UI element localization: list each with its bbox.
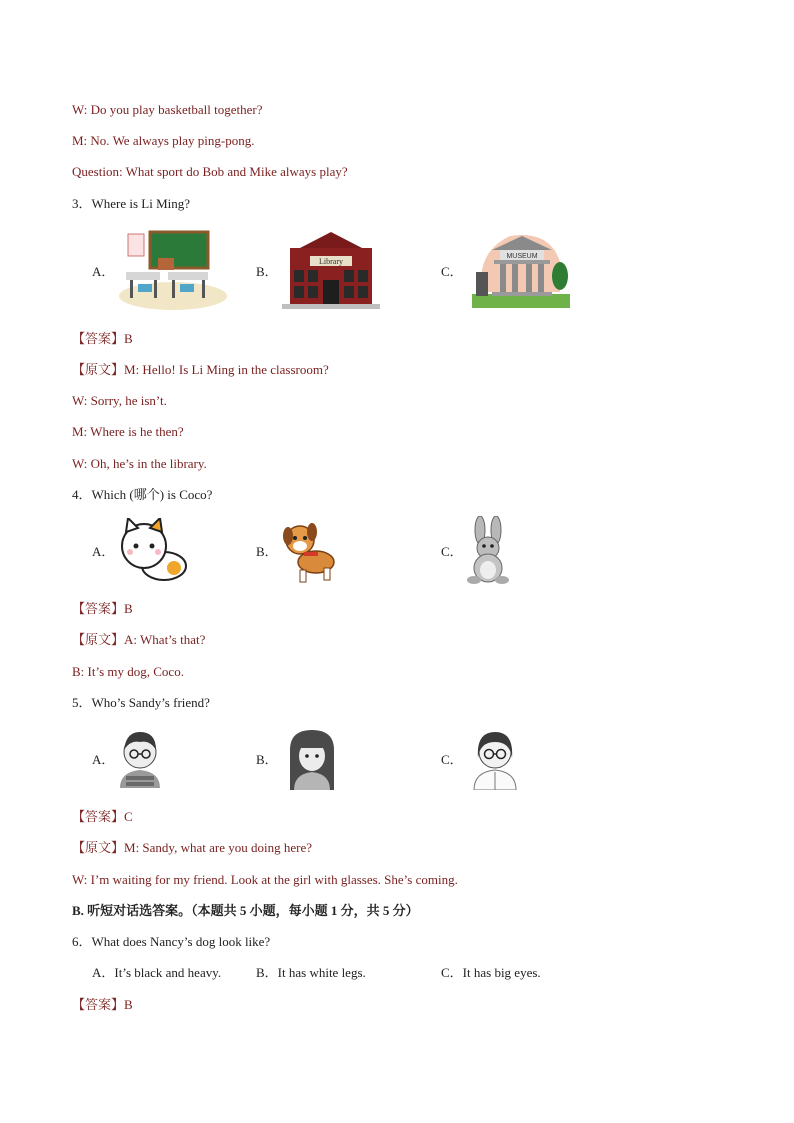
q4-script-line-1: 【原文】A: What’s that? bbox=[72, 632, 206, 647]
girl-glasses-image bbox=[470, 728, 520, 790]
question-4: 4．Which (哪个) is Coco? bbox=[72, 487, 213, 502]
q3-option-c-label: C． bbox=[441, 264, 463, 279]
q3-script-line-4: W: Oh, he’s in the library. bbox=[72, 456, 207, 471]
q5-answer: 【答案】C bbox=[72, 809, 133, 824]
q6-option-c: C．It has big eyes. bbox=[441, 965, 541, 980]
library-sign: Library bbox=[319, 257, 343, 266]
q6-answer: 【答案】B bbox=[72, 997, 133, 1012]
q5-script-line-2: W: I’m waiting for my friend. Look at the girl with glasses. She’s coming. bbox=[72, 872, 458, 887]
q5-script-line-1: 【原文】M: Sandy, what are you doing here? bbox=[72, 840, 312, 855]
q3-script-line-3: M: Where is he then? bbox=[72, 424, 184, 439]
q4-answer: 【答案】B bbox=[72, 601, 133, 616]
question-3: 3．Where is Li Ming? bbox=[72, 196, 191, 211]
q3-option-a-label: A． bbox=[92, 264, 115, 279]
section-b-heading: B. 听短对话选答案。（本题共 5 小题，每小题 1 分，共 5 分） bbox=[72, 903, 419, 918]
q4-option-a-label: A． bbox=[92, 544, 115, 559]
question-5: 5．Who’s Sandy’s friend? bbox=[72, 695, 210, 710]
library-image bbox=[280, 230, 382, 310]
q4-option-c-label: C． bbox=[441, 544, 463, 559]
q5-option-a-label: A． bbox=[92, 752, 115, 767]
q4-option-b-label: B． bbox=[256, 544, 278, 559]
boy-glasses-image bbox=[116, 728, 164, 790]
q5-option-b-label: B． bbox=[256, 752, 278, 767]
q3-answer: 【答案】B bbox=[72, 331, 133, 346]
q5-option-c-label: C． bbox=[441, 752, 463, 767]
rabbit-image bbox=[462, 516, 516, 586]
q3-script-line-2: W: Sorry, he isn’t. bbox=[72, 393, 167, 408]
q4-script-line-2: B: It’s my dog, Coco. bbox=[72, 664, 184, 679]
q3-option-b-label: B． bbox=[256, 264, 278, 279]
museum-sign: MUSEUM bbox=[506, 253, 538, 260]
dog-image bbox=[278, 518, 342, 586]
q3-script-line-1: 【原文】M: Hello! Is Li Ming in the classroom? bbox=[72, 362, 329, 377]
girl-long-hair-image bbox=[286, 728, 338, 790]
dialog-line-1: W: Do you play basketball together? bbox=[72, 102, 263, 117]
q6-option-b: B．It has white legs. bbox=[256, 965, 366, 980]
classroom-image bbox=[118, 228, 228, 312]
question-6: 6．What does Nancy’s dog look like? bbox=[72, 934, 271, 949]
museum-image bbox=[470, 232, 574, 310]
q6-option-a: A．It’s black and heavy. bbox=[92, 965, 222, 980]
dialog-question: Question: What sport do Bob and Mike always play? bbox=[72, 164, 348, 179]
dialog-line-2: M: No. We always play ping-pong. bbox=[72, 133, 255, 148]
cat-image bbox=[116, 518, 194, 586]
